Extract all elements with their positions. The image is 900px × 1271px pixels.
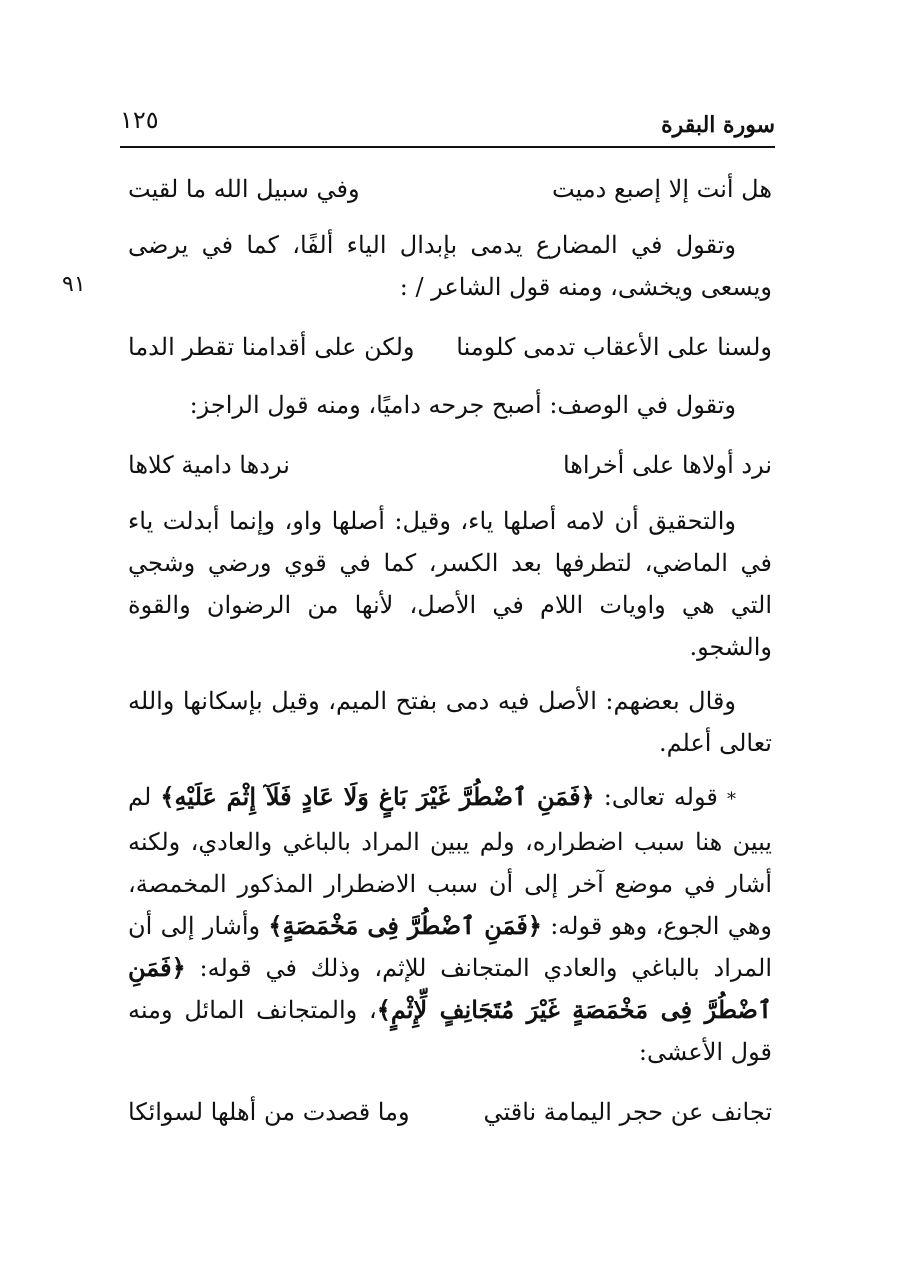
hemistich-second: ولكن على أقدامنا تقطر الدما: [128, 333, 415, 361]
page-header: [120, 100, 775, 145]
quran-quote: ﴿فَمَنِ ٱضْطُرَّ غَيْرَ بَاغٍ وَلَا عَادٍ فَلَآ إِثْمَ عَلَيْهِ﴾: [160, 782, 595, 811]
poetry-line: [128, 438, 772, 492]
star-marker: *: [726, 789, 736, 810]
text-segment: لم يبين هنا سبب اضطراره، ولم يبين المراد بالباغي والعادي، ولكنه أشار في موضع آخر إلى أن سبب الاضطرار المذكور المخمصة، وهي الجوع، وهو قوله:: [128, 783, 772, 940]
margin-page-reference: ٩١: [62, 272, 86, 297]
page-number: ١٢٥: [120, 106, 159, 134]
paragraph: والتحقيق أن لامه أصلها ياء، وقيل: أصلها واو، وإنما أبدلت ياء في الماضي، لتطرفها بعد الكسر، كما في قوي ورضي وشجي التي هي واويات اللام في الأصل، لأنها من الرضوان والقوة والشجو.: [128, 507, 772, 661]
hemistich-first: تجانف عن حجر اليمامة ناقتي: [483, 1098, 772, 1126]
paragraph: وتقول في المضارع يدمى بإبدال الياء ألفًا، كما في يرضى ويسعى ويخشى، ومنه قول الشاعر / :: [128, 231, 772, 301]
paragraph-quran-commentary: [128, 776, 772, 1073]
paragraph: وتقول في الوصف: أصبح جرحه داميًا، ومنه قول الراجز:: [189, 391, 736, 419]
header-rule: [120, 146, 775, 148]
hemistich-first: ولسنا على الأعقاب تدمى كلومنا: [456, 333, 772, 361]
page-content: [128, 162, 772, 1139]
hemistich-second: وما قصدت من أهلها لسوائكا: [128, 1098, 410, 1126]
paragraph: وقال بعضهم: الأصل فيه دمى بفتح الميم، وقيل بإسكانها والله تعالى أعلم.: [128, 687, 772, 757]
hemistich-second: وفي سبيل الله ما لقيت: [128, 175, 360, 203]
poetry-line: [128, 162, 772, 216]
poetry-line: [128, 1085, 772, 1139]
poetry-line: [128, 320, 772, 374]
text-segment: وأشار إلى أن المراد بالباغي والعادي المتجانف للإثم، وذلك في قوله:: [128, 912, 772, 982]
text-segment: قوله تعالى:: [603, 783, 718, 811]
quran-quote: ﴿فَمَنِ ٱضْطُرَّ فِى مَخْمَصَةٍ غَيْرَ مُتَجَانِفٍ لِّإِثْمٍ﴾: [128, 953, 772, 1024]
text-segment: ، والمتجانف المائل ومنه قول الأعشى:: [128, 996, 772, 1066]
hemistich-first: نرد أولاها على أخراها: [562, 451, 772, 479]
hemistich-second: نردها دامية كلاها: [128, 451, 290, 479]
surah-title: سورة البقرة: [661, 112, 775, 138]
hemistich-first: هل أنت إلا إصبع دميت: [551, 175, 772, 203]
quran-quote: ﴿فَمَنِ ٱضْطُرَّ فِى مَخْمَصَةٍ﴾: [268, 911, 542, 940]
